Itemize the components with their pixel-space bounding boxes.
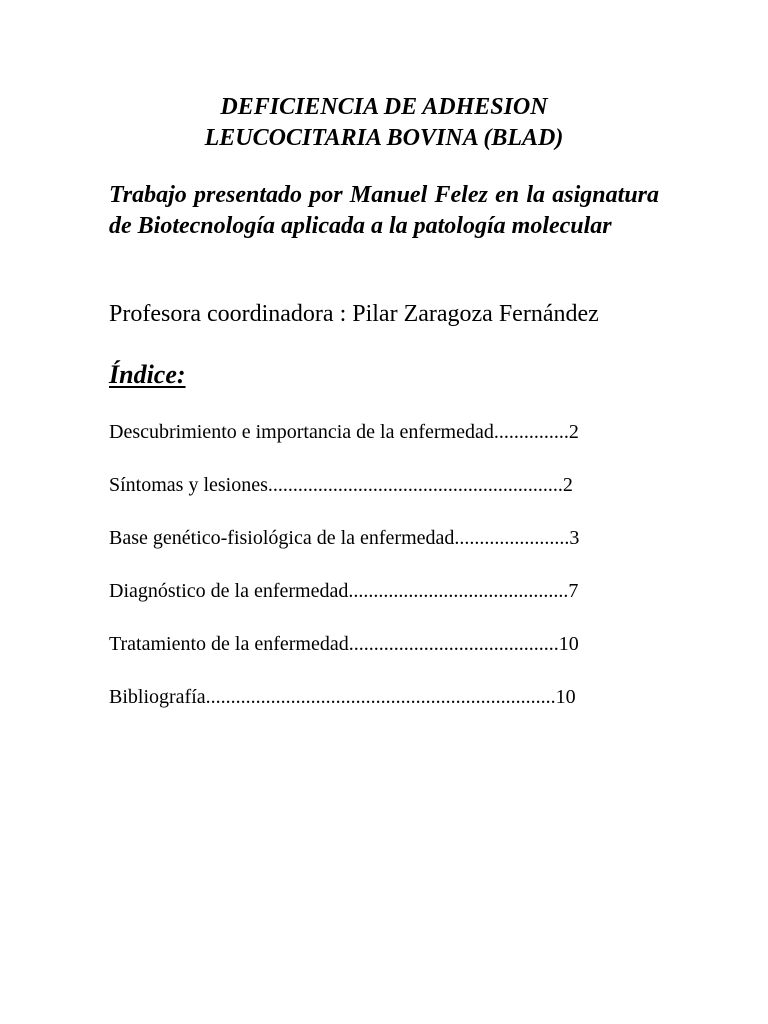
toc-entry-bibliography: Bibliografía......................................................................10 xyxy=(109,686,576,708)
table-of-contents xyxy=(109,417,669,735)
title-line-2: LEUCOCITARIA BOVINA (BLAD) xyxy=(204,125,564,151)
document-title xyxy=(0,92,768,154)
intro-paragraph: Trabajo presentado por Manuel Felez en la asignatura de Biotecnología aplicada a la patología molecular xyxy=(109,182,659,239)
index-heading: Índice: xyxy=(109,360,186,389)
toc-entry-discovery: Descubrimiento e importancia de la enfermedad...............2 xyxy=(109,421,579,443)
toc-entry-symptoms: Síntomas y lesiones...........................................................2 xyxy=(109,474,573,496)
toc-entry-diagnosis: Diagnóstico de la enfermedad............................................7 xyxy=(109,580,579,602)
toc-entry-genetic-basis: Base genético-fisiológica de la enfermedad.......................3 xyxy=(109,527,580,549)
coordinator-line: Profesora coordinadora : Pilar Zaragoza Fernández xyxy=(109,301,599,327)
toc-entry-treatment: Tratamiento de la enfermedad..........................................10 xyxy=(109,633,579,655)
title-line-1: DEFICIENCIA DE ADHESION xyxy=(220,94,548,120)
